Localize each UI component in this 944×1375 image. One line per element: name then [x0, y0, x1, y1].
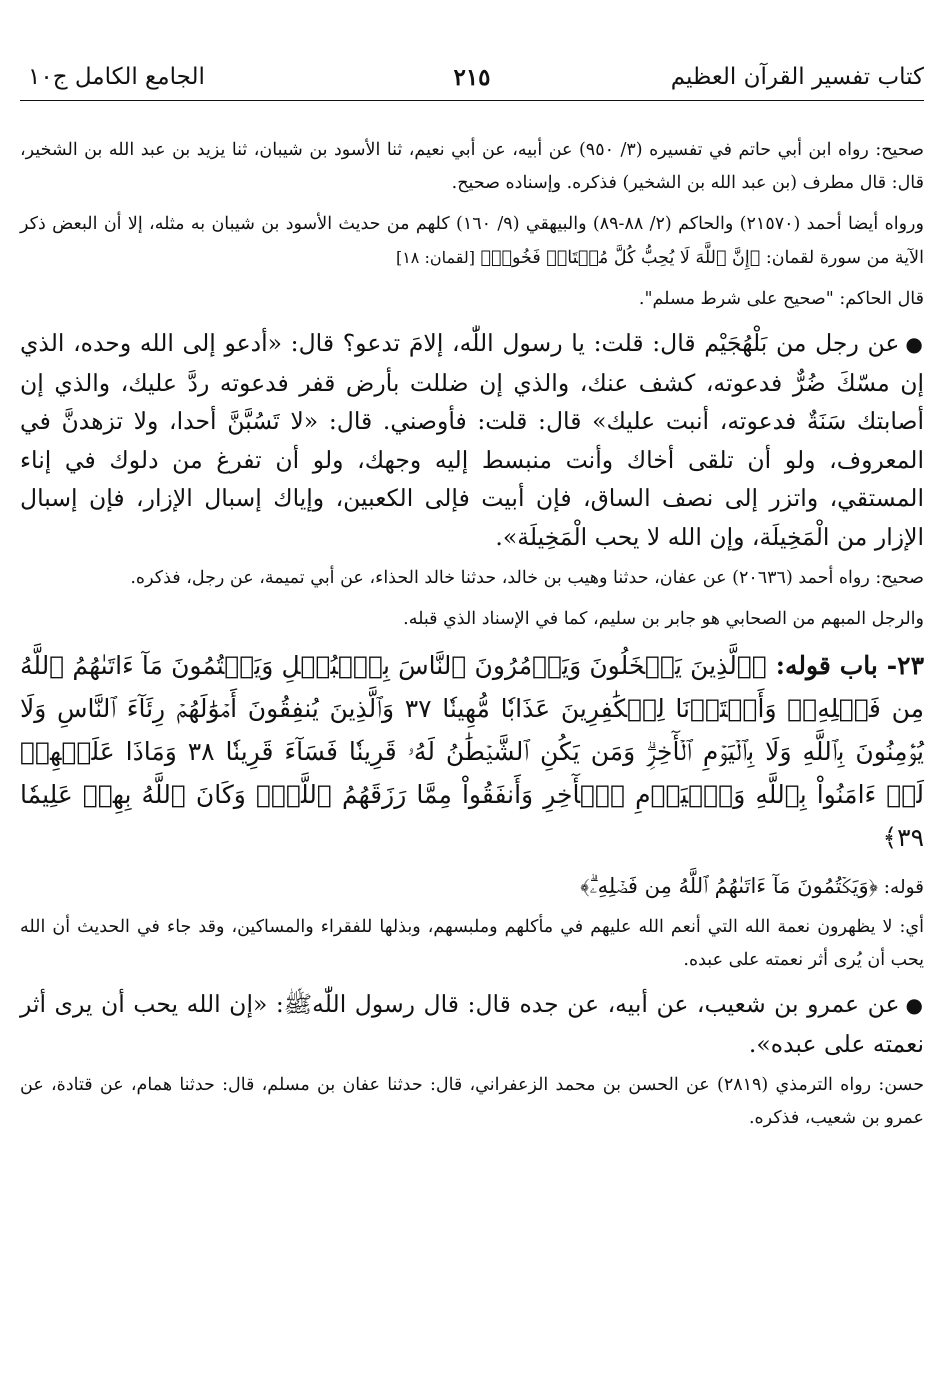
qawluhu-verse: ﴿وَيَكۡتُمُونَ مَآ ءَاتَىٰهُمُ ٱللَّهُ مِن فَضۡلِهِۦۗ﴾	[580, 874, 878, 898]
bullet-icon: ●	[905, 993, 924, 1017]
takhrij-paragraph-3: صحيح: رواه أحمد (٢٠٦٣٦) عن عفان، حدثنا وهيب بن خالد، حدثنا خالد الحذاء، عن أبي تميمة، عن رجل، فذكره.	[130, 568, 924, 588]
hadith-2	[20, 985, 924, 1063]
page-header	[20, 60, 924, 101]
tafsir-paragraph: أي: لا يظهرون نعمة الله التي أنعم الله عليهم في مأكلهم وملبسهم، وبذلها للفقراء والمساكين، وقد جاء في الحديث أن الله يحب أن يُرى أثر نعمته على عبده.	[20, 917, 924, 970]
chapter-heading	[20, 644, 924, 859]
takhrij-paragraph-4: حسن: رواه الترمذي (٢٨١٩) عن الحسن بن محمد الزعفراني، قال: حدثنا عفان بن مسلم، قال: حدثنا همام، عن قتادة، عن عمرو بن شعيب، فذكره.	[20, 1075, 925, 1128]
takhrij-paragraph-2-text: ورواه أيضا أحمد (٢١٥٧٠) والحاكم (٢/ ٨٨-٨٩) والبيهقي (٩/ ١٦٠) كلهم من حديث الأسود بن شيبان به مثله، إلا أن البعض ذكر الآية من سورة لقمان:	[20, 214, 924, 268]
hakim-grading: قال الحاكم: "صحيح على شرط مسلم".	[638, 289, 924, 309]
hadith-1	[20, 324, 924, 556]
qawluhu-line	[20, 869, 924, 905]
chapter-label: ٢٣- باب قوله:	[775, 651, 924, 680]
narrator-note: والرجل المبهم من الصحابي هو جابر بن سليم، كما في الإسناد الذي قبله.	[403, 609, 924, 629]
takhrij-paragraph-2	[20, 208, 924, 275]
book-title: كتاب تفسير القرآن العظيم	[670, 64, 924, 90]
hadith-1-text: عن رجل من بَلْهُجَيْم قال: قلت: يا رسول اللّٰه، إلامَ تدعو؟ قال: «أدعو إلى الله وحده، الذي إن مسّكَ ضُرٌّ فدعوته، كشف عنك، والذي إن ضللت بأرض قفر فدعوته ردَّ عليك، والذي إن أصابتك سَنَةٌ فدعوته، أنبت عليك» قال: قلت: فأوصني. قال: «لا تَسُبَّنَّ أحدا، ولا تزهدنَّ في المعروف، ولو أن تلقى أخاك وأنت منبسط إليه وجهك، ولو أن تفرغ من دلوك في إناء المستقي، واتزر إلى نصف الساق، فإن أبيت فإلى الكعبين، وإياك إسبال الإزار، فإن إسبال الإزار من الْمَخِيلَة، وإن الله لا يحب الْمَخِيلَة».	[20, 329, 924, 551]
qawluhu-label: قوله:	[883, 877, 924, 898]
quran-verse-luqman: ﴿إِنَّ ٱللَّهَ لَا يُحِبُّ كُلَّ مُخۡتَالٖ فَخُورٖ﴾	[480, 248, 761, 268]
page-number: ٢١٥	[453, 64, 491, 91]
hadith-2-text: عن عمرو بن شعيب، عن أبيه، عن جده قال: قال رسول اللّٰهﷺ: «إن الله يحب أن يرى أثر نعمته على عبده».	[20, 990, 924, 1058]
surah-reference: [لقمان: ١٨]	[395, 248, 475, 267]
bullet-icon: ●	[905, 332, 924, 356]
chapter-verse: ﴿ٱلَّذِينَ يَبۡخَلُونَ وَيَأۡمُرُونَ ٱلنَّاسَ بِٱلۡبُخۡلِ وَيَكۡتُمُونَ مَآ ءَاتَىٰهُمُ ٱللَّهُ مِن فَضۡلِهِۦۗ وَأَعۡتَدۡنَا لِلۡكَٰفِرِينَ عَذَابٗا مُّهِينٗا ٣٧ وَٱلَّذِينَ يُنفِقُونَ أَمۡوَٰلَهُمۡ رِئَآءَ ٱلنَّاسِ وَلَا يُؤۡمِنُونَ بِٱللَّهِ وَلَا بِٱلۡيَوۡمِ ٱلۡأٓخِرِۗ وَمَن يَكُنِ ٱلشَّيۡطَٰنُ لَهُۥ قَرِينٗا فَسَآءَ قَرِينٗا ٣٨ وَمَاذَا عَلَيۡهِمۡ لَوۡ ءَامَنُواْ بِٱللَّهِ وَٱلۡيَوۡمِ ٱلۡأٓخِرِ وَأَنفَقُواْ مِمَّا رَزَقَهُمُ ٱللَّهُۚ وَكَانَ ٱللَّهُ بِهِمۡ عَلِيمٗا ٣٩﴾	[20, 651, 924, 852]
takhrij-paragraph-1: صحيح: رواه ابن أبي حاتم في تفسيره (٣/ ٩٥٠) عن أبيه، عن أبي نعيم، ثنا الأسود بن شيبان، ثنا يزيد بن عبد الله بن الشخير، قال: قال مطرف (بن عبد الله بن الشخير) فذكره. وإسناده صحيح.	[20, 140, 924, 193]
page-body	[20, 134, 924, 1145]
volume-label: الجامع الكامل ج١٠	[28, 64, 205, 90]
